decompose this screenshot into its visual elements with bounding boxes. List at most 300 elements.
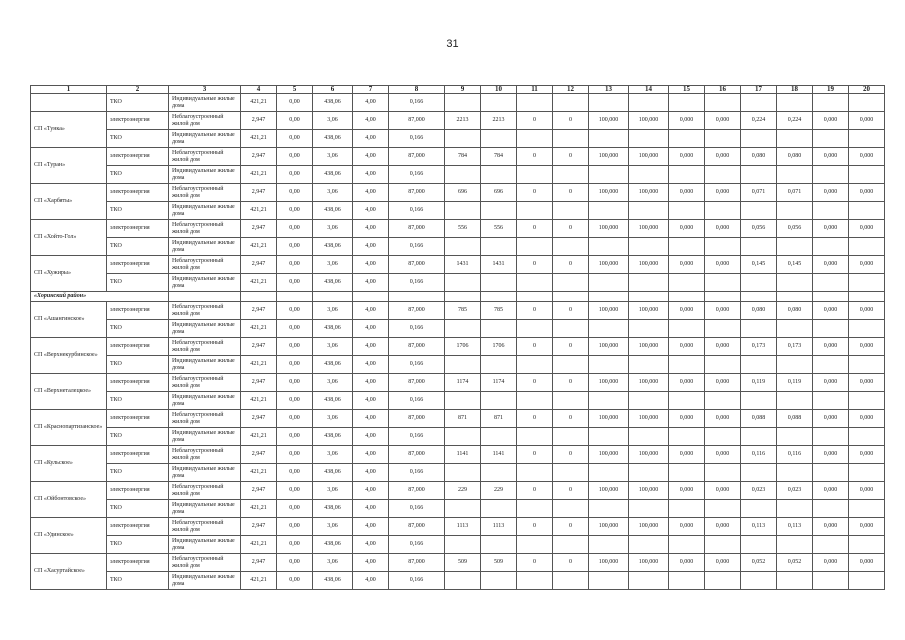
table-cell: Неблагоустроенный жилой дом <box>169 374 241 392</box>
table-cell: 0 <box>517 374 553 392</box>
empty-cell <box>589 464 629 482</box>
table-cell: 100,000 <box>589 220 629 238</box>
table-cell: 0,000 <box>705 148 741 166</box>
table-cell: 0,000 <box>669 256 705 274</box>
empty-cell <box>445 94 481 112</box>
table-cell: 421,21 <box>241 94 277 112</box>
table-cell: 0,166 <box>389 500 445 518</box>
table-cell: электроэнергия <box>107 302 169 320</box>
column-header-8: 8 <box>389 86 445 94</box>
table-cell: 438,06 <box>313 536 353 554</box>
table-cell: 100,000 <box>589 410 629 428</box>
table-cell: 0,023 <box>777 482 813 500</box>
table-cell: 0 <box>517 518 553 536</box>
table-cell: 4,00 <box>353 464 389 482</box>
empty-cell <box>629 94 669 112</box>
empty-cell <box>813 274 849 292</box>
table-cell: 0,000 <box>669 184 705 202</box>
table-cell: электроэнергия <box>107 374 169 392</box>
table-cell: ТКО <box>107 166 169 184</box>
table-cell: 100,000 <box>589 518 629 536</box>
empty-cell <box>669 500 705 518</box>
table-cell: 438,06 <box>313 130 353 148</box>
table-cell: 3,06 <box>313 338 353 356</box>
empty-cell <box>849 292 885 302</box>
empty-cell <box>517 94 553 112</box>
table-cell: 4,00 <box>353 392 389 410</box>
table-cell: 1431 <box>481 256 517 274</box>
table-cell: 509 <box>481 554 517 572</box>
empty-cell <box>445 356 481 374</box>
empty-cell <box>741 320 777 338</box>
empty-cell <box>669 392 705 410</box>
table-cell: 4,00 <box>353 554 389 572</box>
empty-cell <box>741 392 777 410</box>
empty-cell <box>849 356 885 374</box>
empty-cell <box>777 130 813 148</box>
table-cell: 0,00 <box>277 536 313 554</box>
table-cell: 421,21 <box>241 500 277 518</box>
table-cell: 0,000 <box>705 338 741 356</box>
table-cell: 0,116 <box>777 446 813 464</box>
table-cell: Неблагоустроенный жилой дом <box>169 518 241 536</box>
table-cell: 438,06 <box>313 392 353 410</box>
table-cell: 421,21 <box>241 320 277 338</box>
table-cell: 0 <box>553 302 589 320</box>
empty-cell <box>741 500 777 518</box>
table-cell: 100,000 <box>629 148 669 166</box>
empty-cell <box>813 202 849 220</box>
empty-cell <box>553 356 589 374</box>
table-cell: 0,000 <box>669 482 705 500</box>
table-cell: 556 <box>481 220 517 238</box>
table-cell: электроэнергия <box>107 518 169 536</box>
table-cell: 438,06 <box>313 572 353 590</box>
table-cell: 0,000 <box>813 220 849 238</box>
empty-cell <box>849 428 885 446</box>
table-cell: 0,000 <box>813 338 849 356</box>
table-cell: 0,000 <box>705 482 741 500</box>
empty-cell <box>813 536 849 554</box>
table-cell: электроэнергия <box>107 482 169 500</box>
table-cell: ТКО <box>107 392 169 410</box>
empty-cell <box>629 130 669 148</box>
table-cell: 0 <box>517 338 553 356</box>
table-cell: 438,06 <box>313 320 353 338</box>
settlement-name: СП «Верхнеталецкое» <box>31 374 107 410</box>
empty-cell <box>705 202 741 220</box>
empty-cell <box>445 392 481 410</box>
table-cell: 0,052 <box>777 554 813 572</box>
table-row <box>31 572 885 590</box>
settlement-name: СП «Удинское» <box>31 518 107 554</box>
empty-cell <box>669 292 705 302</box>
empty-cell <box>553 238 589 256</box>
table-cell: 0 <box>517 482 553 500</box>
empty-cell <box>813 94 849 112</box>
table-cell: электроэнергия <box>107 112 169 130</box>
table-cell: 1431 <box>445 256 481 274</box>
empty-cell <box>445 130 481 148</box>
empty-cell <box>629 500 669 518</box>
table-cell: 87,000 <box>389 148 445 166</box>
empty-cell <box>169 292 241 302</box>
empty-cell <box>589 166 629 184</box>
table-cell: 2,947 <box>241 518 277 536</box>
table-cell: 4,00 <box>353 220 389 238</box>
column-header-10: 10 <box>481 86 517 94</box>
table-cell: электроэнергия <box>107 256 169 274</box>
table-row <box>31 220 885 238</box>
table-cell: 229 <box>445 482 481 500</box>
column-header-4: 4 <box>241 86 277 94</box>
table-cell: 0,056 <box>741 220 777 238</box>
column-header-1: 1 <box>31 86 107 94</box>
table-cell: 4,00 <box>353 536 389 554</box>
empty-cell <box>589 274 629 292</box>
table-cell: 0 <box>553 554 589 572</box>
table-cell: 696 <box>445 184 481 202</box>
empty-cell <box>629 392 669 410</box>
table-cell: 0,000 <box>705 302 741 320</box>
table-cell: ТКО <box>107 130 169 148</box>
table-cell: 438,06 <box>313 94 353 112</box>
empty-cell <box>741 274 777 292</box>
empty-cell <box>481 428 517 446</box>
table-cell: 100,000 <box>629 518 669 536</box>
table-cell: ТКО <box>107 94 169 112</box>
table-cell: 0,000 <box>669 374 705 392</box>
table-row <box>31 446 885 464</box>
table-row <box>31 518 885 536</box>
table-cell: 0 <box>517 256 553 274</box>
table-cell: 4,00 <box>353 112 389 130</box>
empty-cell <box>741 130 777 148</box>
table-cell: 0 <box>553 446 589 464</box>
table-cell: Неблагоустроенный жилой дом <box>169 256 241 274</box>
empty-cell <box>813 320 849 338</box>
table-row <box>31 130 885 148</box>
table-cell: 100,000 <box>589 338 629 356</box>
table-cell: 785 <box>445 302 481 320</box>
empty-cell <box>445 166 481 184</box>
district-row <box>31 292 885 302</box>
table-cell: 1174 <box>445 374 481 392</box>
empty-cell <box>741 356 777 374</box>
table-cell: 100,000 <box>589 148 629 166</box>
table-cell: 0,166 <box>389 572 445 590</box>
table-cell: 0,000 <box>813 256 849 274</box>
settlement-name: СП «Кульское» <box>31 446 107 482</box>
table-cell: 0,000 <box>849 338 885 356</box>
district-name: «Хоринский район» <box>31 292 169 302</box>
column-header-6: 6 <box>313 86 353 94</box>
empty-cell <box>705 292 741 302</box>
table-cell: 0 <box>517 220 553 238</box>
table-cell: 2,947 <box>241 112 277 130</box>
empty-cell <box>741 464 777 482</box>
table-cell: 3,06 <box>313 148 353 166</box>
table-cell: Неблагоустроенный жилой дом <box>169 302 241 320</box>
table-cell: 4,00 <box>353 356 389 374</box>
column-header-11: 11 <box>517 86 553 94</box>
table-cell: 0 <box>517 148 553 166</box>
table-cell: 0,000 <box>705 374 741 392</box>
table-cell: 0 <box>553 148 589 166</box>
table-cell: Неблагоустроенный жилой дом <box>169 446 241 464</box>
empty-cell <box>517 536 553 554</box>
empty-cell <box>813 500 849 518</box>
empty-cell <box>481 274 517 292</box>
table-cell: 0,000 <box>849 410 885 428</box>
table-cell: 4,00 <box>353 428 389 446</box>
table-cell: Индивидуальные жилые дома <box>169 500 241 518</box>
table-cell: 4,00 <box>353 256 389 274</box>
table-cell: 0,000 <box>813 184 849 202</box>
empty-cell <box>813 292 849 302</box>
table-cell: Индивидуальные жилые дома <box>169 356 241 374</box>
empty-cell <box>741 572 777 590</box>
empty-cell <box>849 202 885 220</box>
empty-cell <box>669 130 705 148</box>
table-cell: 0,000 <box>849 220 885 238</box>
table-cell: 0,000 <box>849 148 885 166</box>
empty-cell <box>849 320 885 338</box>
table-cell: 2,947 <box>241 338 277 356</box>
table-cell: 2213 <box>481 112 517 130</box>
table-cell: 2,947 <box>241 148 277 166</box>
settlement-cell <box>31 94 107 112</box>
empty-cell <box>629 274 669 292</box>
table-cell: 87,000 <box>389 374 445 392</box>
table-cell: Неблагоустроенный жилой дом <box>169 220 241 238</box>
table-cell: 0,166 <box>389 274 445 292</box>
table-cell: 1113 <box>481 518 517 536</box>
empty-cell <box>849 464 885 482</box>
empty-cell <box>445 428 481 446</box>
empty-cell <box>705 94 741 112</box>
empty-cell <box>629 428 669 446</box>
empty-cell <box>705 166 741 184</box>
empty-cell <box>481 166 517 184</box>
table-cell: 438,06 <box>313 500 353 518</box>
empty-cell <box>445 500 481 518</box>
table-cell: электроэнергия <box>107 220 169 238</box>
empty-cell <box>705 536 741 554</box>
table-cell: 100,000 <box>589 184 629 202</box>
table-cell: 3,06 <box>313 112 353 130</box>
empty-cell <box>553 464 589 482</box>
table-cell: 2,947 <box>241 256 277 274</box>
table-cell: электроэнергия <box>107 410 169 428</box>
empty-cell <box>517 274 553 292</box>
empty-cell <box>481 292 517 302</box>
empty-cell <box>553 536 589 554</box>
column-header-9: 9 <box>445 86 481 94</box>
empty-cell <box>705 392 741 410</box>
empty-cell <box>777 572 813 590</box>
empty-cell <box>481 356 517 374</box>
empty-cell <box>629 320 669 338</box>
table-cell: Индивидуальные жилые дома <box>169 94 241 112</box>
table-cell: 0 <box>517 302 553 320</box>
table-cell: 0,056 <box>777 220 813 238</box>
table-cell: 0,000 <box>849 256 885 274</box>
table-cell: 0 <box>553 410 589 428</box>
empty-cell <box>553 202 589 220</box>
empty-cell <box>241 292 277 302</box>
table-cell: 0,145 <box>777 256 813 274</box>
empty-cell <box>553 292 589 302</box>
table-cell: ТКО <box>107 274 169 292</box>
empty-cell <box>629 238 669 256</box>
table-cell: электроэнергия <box>107 338 169 356</box>
empty-cell <box>669 464 705 482</box>
table-body <box>31 94 885 590</box>
table-cell: 0,00 <box>277 94 313 112</box>
table-cell: 0,00 <box>277 130 313 148</box>
empty-cell <box>777 274 813 292</box>
empty-cell <box>669 166 705 184</box>
table-cell: 100,000 <box>629 302 669 320</box>
table-cell: 0,00 <box>277 274 313 292</box>
table-cell: 0,00 <box>277 572 313 590</box>
table-cell: 0,000 <box>813 302 849 320</box>
empty-cell <box>481 572 517 590</box>
empty-cell <box>553 166 589 184</box>
empty-cell <box>481 94 517 112</box>
table-cell: 4,00 <box>353 410 389 428</box>
empty-cell <box>589 130 629 148</box>
table-cell: 0 <box>517 410 553 428</box>
settlement-name: СП «Краснопартизанское» <box>31 410 107 446</box>
table-cell: 421,21 <box>241 166 277 184</box>
table-cell: 4,00 <box>353 184 389 202</box>
table-cell: 4,00 <box>353 238 389 256</box>
empty-cell <box>777 392 813 410</box>
table-cell: 421,21 <box>241 464 277 482</box>
table-cell: 438,06 <box>313 166 353 184</box>
empty-cell <box>669 274 705 292</box>
table-cell: 0,000 <box>849 374 885 392</box>
empty-cell <box>313 292 353 302</box>
table-cell: 0,080 <box>741 302 777 320</box>
empty-cell <box>589 356 629 374</box>
column-header-3: 3 <box>169 86 241 94</box>
table-cell: 438,06 <box>313 274 353 292</box>
column-header-15: 15 <box>669 86 705 94</box>
empty-cell <box>481 392 517 410</box>
table-cell: ТКО <box>107 238 169 256</box>
table-cell: электроэнергия <box>107 148 169 166</box>
table-cell: 0,000 <box>813 554 849 572</box>
table-cell: 100,000 <box>629 482 669 500</box>
empty-cell <box>849 274 885 292</box>
table-cell: 0,166 <box>389 238 445 256</box>
table-header-row <box>31 86 885 94</box>
table-cell: Неблагоустроенный жилой дом <box>169 482 241 500</box>
empty-cell <box>741 292 777 302</box>
empty-cell <box>849 130 885 148</box>
empty-cell <box>813 464 849 482</box>
empty-cell <box>517 392 553 410</box>
empty-cell <box>629 202 669 220</box>
table-cell: 4,00 <box>353 148 389 166</box>
table-cell: 421,21 <box>241 536 277 554</box>
empty-cell <box>553 320 589 338</box>
table-cell: 0,000 <box>669 148 705 166</box>
table-cell: 4,00 <box>353 572 389 590</box>
empty-cell <box>445 202 481 220</box>
table-cell: 0,00 <box>277 112 313 130</box>
table-cell: 0 <box>517 554 553 572</box>
empty-cell <box>777 238 813 256</box>
table-cell: 421,21 <box>241 274 277 292</box>
table-cell: 0,000 <box>813 410 849 428</box>
empty-cell <box>517 464 553 482</box>
table-row <box>31 410 885 428</box>
empty-cell <box>741 428 777 446</box>
empty-cell <box>705 238 741 256</box>
table-cell: электроэнергия <box>107 184 169 202</box>
table-cell: 0 <box>517 184 553 202</box>
table-cell: 0,00 <box>277 428 313 446</box>
table-cell: 0,00 <box>277 148 313 166</box>
table-cell: 2,947 <box>241 410 277 428</box>
empty-cell <box>741 202 777 220</box>
table-cell: 4,00 <box>353 500 389 518</box>
table-cell: 0,00 <box>277 220 313 238</box>
table-cell: Неблагоустроенный жилой дом <box>169 554 241 572</box>
table-cell: 421,21 <box>241 130 277 148</box>
table-cell: 1706 <box>445 338 481 356</box>
table-cell: 100,000 <box>629 554 669 572</box>
table-cell: 0 <box>553 338 589 356</box>
empty-cell <box>777 292 813 302</box>
table-cell: 438,06 <box>313 356 353 374</box>
table-cell: 100,000 <box>629 220 669 238</box>
table-cell: 0,113 <box>741 518 777 536</box>
table-cell: 2,947 <box>241 374 277 392</box>
empty-cell <box>445 320 481 338</box>
table-cell: 0,000 <box>813 482 849 500</box>
empty-cell <box>629 166 669 184</box>
table-cell: ТКО <box>107 428 169 446</box>
table-cell: Индивидуальные жилые дома <box>169 320 241 338</box>
table-cell: Индивидуальные жилые дома <box>169 166 241 184</box>
table-cell: Неблагоустроенный жилой дом <box>169 338 241 356</box>
table-cell: 2,947 <box>241 482 277 500</box>
table-cell: 3,06 <box>313 518 353 536</box>
table-cell: 784 <box>445 148 481 166</box>
table-cell: 1706 <box>481 338 517 356</box>
table-cell: 100,000 <box>629 410 669 428</box>
empty-cell <box>777 464 813 482</box>
table-cell: 4,00 <box>353 446 389 464</box>
empty-cell <box>777 94 813 112</box>
empty-cell <box>777 320 813 338</box>
empty-cell <box>705 320 741 338</box>
table-cell: 100,000 <box>589 374 629 392</box>
empty-cell <box>445 536 481 554</box>
empty-cell <box>777 428 813 446</box>
table-cell: 871 <box>445 410 481 428</box>
table-cell: 3,06 <box>313 302 353 320</box>
table-cell: 3,06 <box>313 256 353 274</box>
table-cell: 0 <box>553 518 589 536</box>
column-header-7: 7 <box>353 86 389 94</box>
empty-cell <box>669 320 705 338</box>
